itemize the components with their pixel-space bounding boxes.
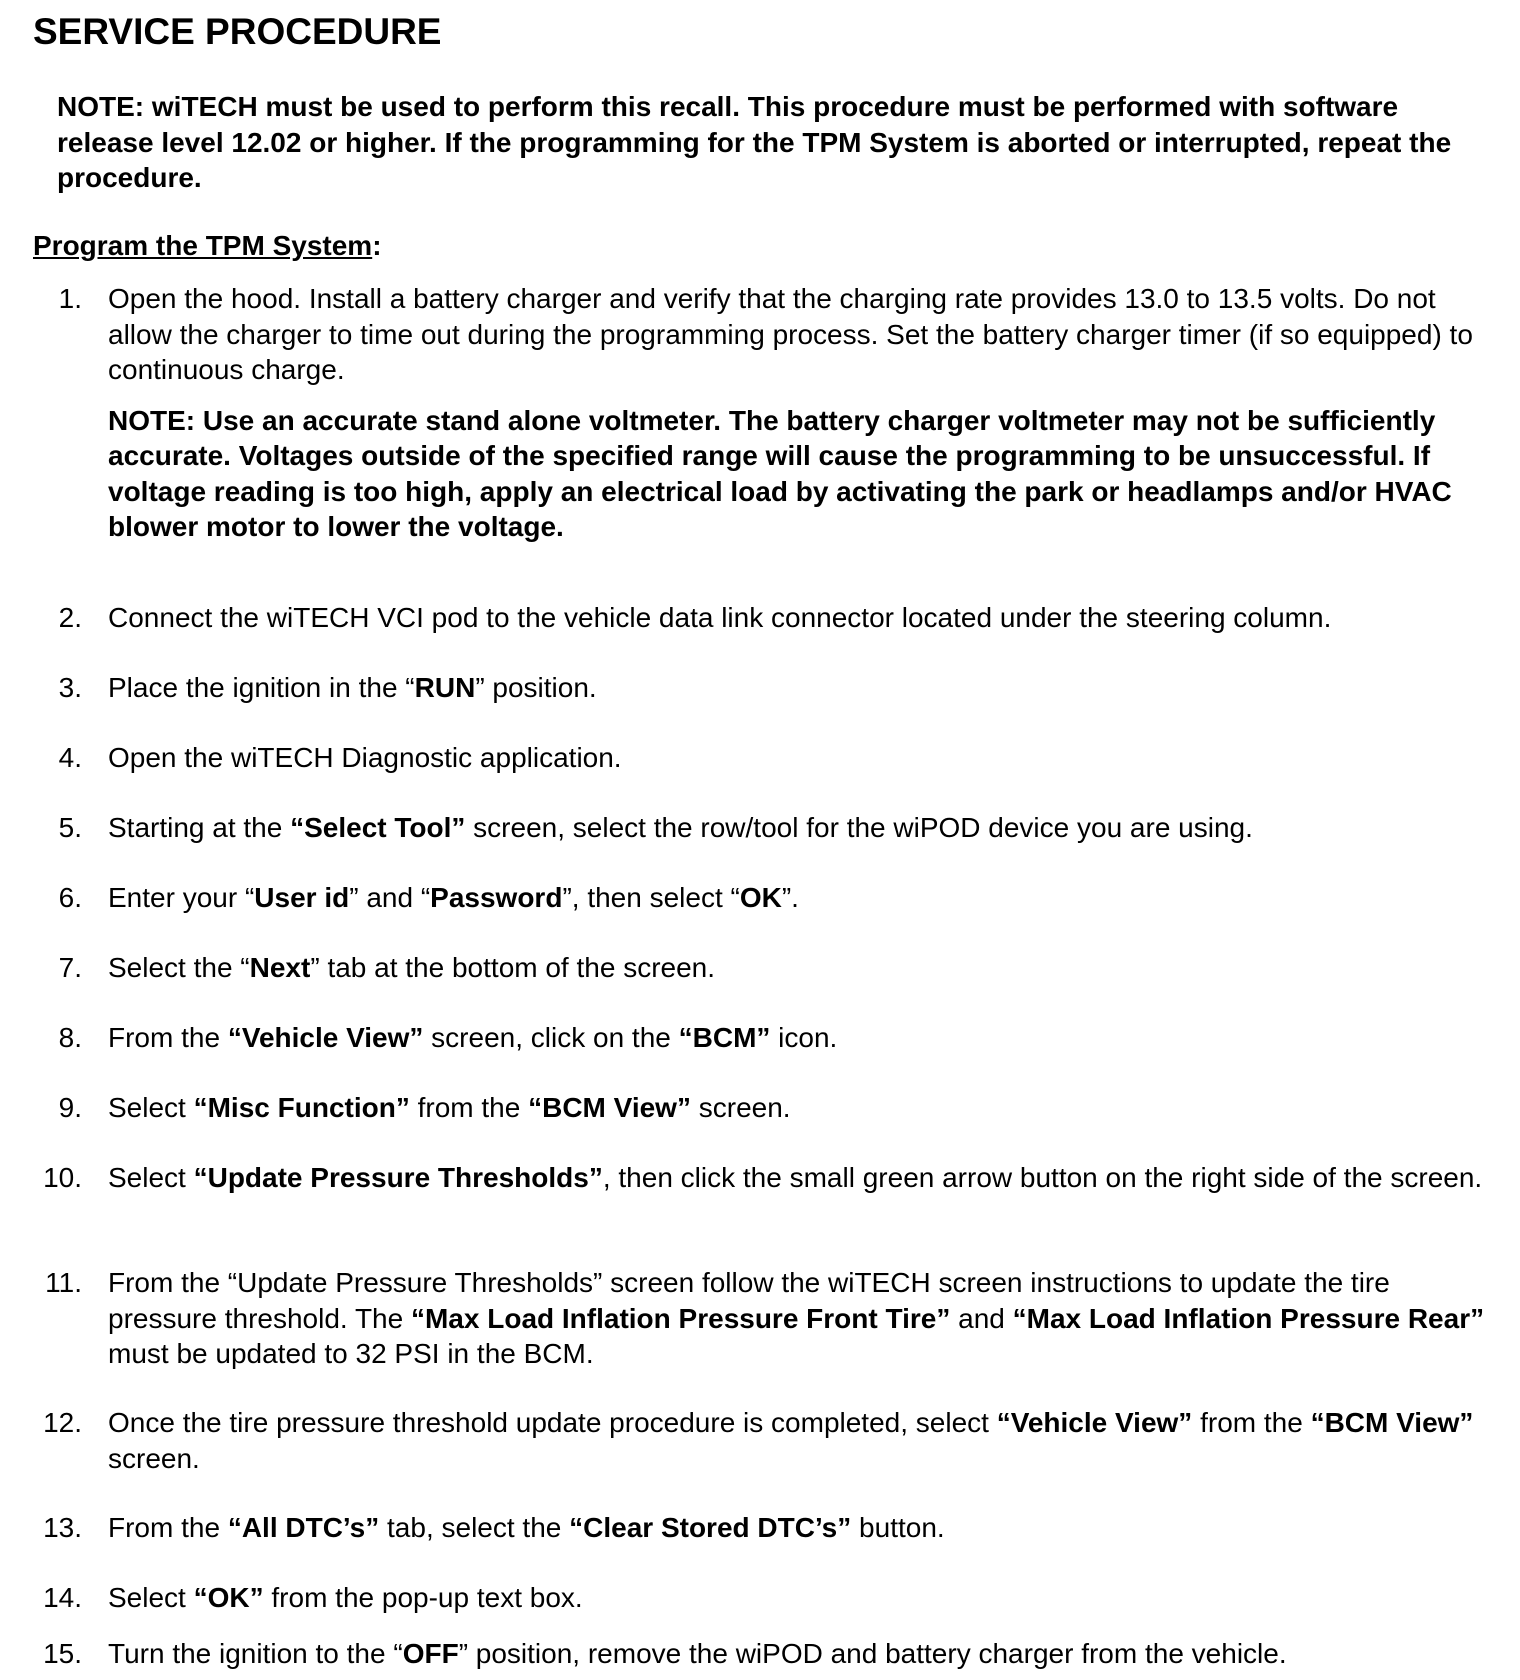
section-heading xyxy=(33,228,382,264)
step-body xyxy=(108,1636,1505,1672)
step-number: 9. xyxy=(58,1092,82,1123)
step-text: Starting at the “Select Tool” screen, select the row/tool for the wiPOD device you are using. xyxy=(108,812,1253,843)
step-number: 1. xyxy=(58,283,82,314)
step-body xyxy=(108,1090,1505,1126)
step-number: 15. xyxy=(43,1638,82,1669)
step-body xyxy=(108,880,1505,916)
step-body xyxy=(108,1160,1505,1196)
step-number: 4. xyxy=(58,742,82,773)
step-body xyxy=(108,950,1505,986)
step-number: 2. xyxy=(58,602,82,633)
step-text: Once the tire pressure threshold update procedure is completed, select “Vehicle View” from the “BCM View” screen. xyxy=(108,1407,1474,1474)
step-text: Select the “Next” tab at the bottom of the screen. xyxy=(108,952,716,983)
step-body xyxy=(108,1510,1505,1546)
step-text: Select “OK” from the pop-up text box. xyxy=(108,1582,583,1613)
section-heading-colon: : xyxy=(372,230,382,261)
step-note: NOTE: Use an accurate stand alone voltmeter. The battery charger voltmeter may not be sufficiently accurate. Voltages outside of the specified range will cause the programming to be unsuccessful. If voltage reading is too high, apply an electrical load by activating the park or headlamps and/or HVAC blower motor to lower the voltage. xyxy=(108,404,1452,542)
step-text: Connect the wiTECH VCI pod to the vehicle data link connector located under the steering column. xyxy=(108,602,1332,633)
step-text: Select “Misc Function” from the “BCM View” screen. xyxy=(108,1092,791,1123)
step-text: From the “Update Pressure Thresholds” screen follow the wiTECH screen instructions to update the tire pressure threshold. The “Max Load Inflation Pressure Front Tire” and “Max Load Inflation Pressure Rear” must be updated to 32 PSI in the BCM. xyxy=(108,1267,1485,1369)
step-text: Select “Update Pressure Thresholds”, then click the small green arrow button on the right side of the screen. xyxy=(108,1162,1483,1193)
step-number: 5. xyxy=(58,812,82,843)
step-text: Open the hood. Install a battery charger and verify that the charging rate provides 13.0 to 13.5 volts. Do not allow the charger to time out during the programming process. Set the battery charger timer (if so equipped) to continuous charge. xyxy=(108,283,1473,385)
step-text: From the “All DTC’s” tab, select the “Clear Stored DTC’s” button. xyxy=(108,1512,945,1543)
step-number: 13. xyxy=(43,1512,82,1543)
step-body xyxy=(108,1020,1505,1056)
step-body xyxy=(108,1580,1505,1616)
step-body xyxy=(108,740,1505,776)
step-number: 8. xyxy=(58,1022,82,1053)
section-heading-text: Program the TPM System xyxy=(33,230,373,261)
step-text: Turn the ignition to the “OFF” position, remove the wiPOD and battery charger from the vehicle. xyxy=(108,1638,1287,1669)
step-body xyxy=(108,600,1505,636)
top-note: NOTE: wiTECH must be used to perform this recall. This procedure must be performed with software release level 12.02 or higher. If the programming for the TPM System is aborted or interrupted, repeat the procedure. xyxy=(57,91,1452,193)
step-number: 12. xyxy=(43,1407,82,1438)
step-number: 10. xyxy=(43,1162,82,1193)
step-text: From the “Vehicle View” screen, click on the “BCM” icon. xyxy=(108,1022,838,1053)
step-text: Place the ignition in the “RUN” position. xyxy=(108,672,597,703)
step-body xyxy=(108,670,1505,706)
step-text: Enter your “User id” and “Password”, then select “OK”. xyxy=(108,882,799,913)
step-body xyxy=(108,1265,1505,1372)
step-body xyxy=(108,281,1505,545)
step-text: Open the wiTECH Diagnostic application. xyxy=(108,742,622,773)
step-number: 14. xyxy=(43,1582,82,1613)
step-number: 3. xyxy=(58,672,82,703)
step-number: 7. xyxy=(58,952,82,983)
step-body xyxy=(108,1405,1505,1476)
page-title: SERVICE PROCEDURE xyxy=(33,11,442,52)
step-number: 11. xyxy=(45,1267,82,1298)
step-body xyxy=(108,810,1505,846)
step-number: 6. xyxy=(58,882,82,913)
